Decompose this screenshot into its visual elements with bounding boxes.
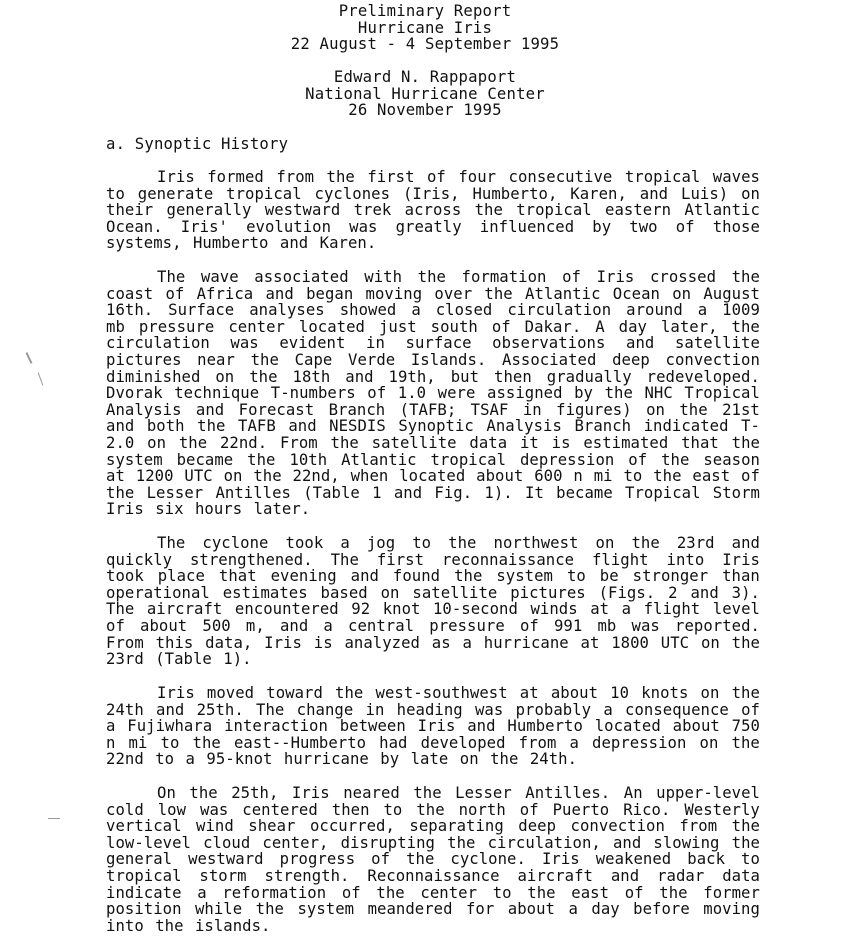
paragraph-line: From this data, Iris is analyzed as a hurricane at 1800 UTC on the <box>106 633 760 652</box>
paragraph-line: general westward progress of the cyclone. Iris weakened back to <box>106 850 760 869</box>
report-title-block <box>0 3 850 53</box>
paragraph-line: low-level cloud center, disrupting the circulation, and slowing the <box>106 833 760 852</box>
storm-dates: 22 August - 4 September 1995 <box>290 35 560 53</box>
paragraph-line: 2.0 on the 22nd. From the satellite data it is estimated that the <box>106 433 760 452</box>
paragraph-line: operational estimates based on satellite pictures (Figs. 2 and 3). <box>106 583 760 602</box>
paragraph-line: 22nd to a 95-knot hurricane by late on the 24th. <box>106 750 578 769</box>
paragraph-line: cold low was centered then to the north of Puerto Rico. Westerly <box>106 800 760 819</box>
paragraph-line: the Lesser Antilles (Table 1 and Fig. 1). It became Tropical Storm <box>106 483 760 502</box>
paragraph-line: 23rd (Table 1). <box>106 650 252 669</box>
author-block <box>0 69 850 119</box>
paragraph-line: and both the TAFB and NESDIS Synoptic Analysis Branch indicated T- <box>106 417 760 436</box>
paragraph-line: n mi to the east--Humberto had developed from a depression on the <box>106 733 760 752</box>
paragraph-4 <box>106 685 760 768</box>
paragraph-line: Ocean. Iris' evolution was greatly influenced by two of those <box>106 217 760 236</box>
paragraph-line: coast of Africa and began moving over the Atlantic Ocean on August <box>106 284 760 303</box>
paragraph-line: The aircraft encountered 92 knot 10-second winds at a flight level <box>106 600 760 619</box>
paragraph-line: The cyclone took a jog to the northwest on the 23rd and <box>157 534 760 552</box>
paragraph-line: into the islands. <box>106 916 271 935</box>
paragraph-line: system became the 10th Atlantic tropical depression of the season <box>106 450 760 469</box>
storm-name: Hurricane Iris <box>357 18 493 37</box>
paragraph-line: systems, Humberto and Karen. <box>106 234 377 253</box>
paragraph-line: 24th and 25th. The change in heading was probably a consequence of <box>106 700 760 719</box>
paragraph-line: at 1200 UTC on the 22nd, when located about 600 n mi to the east of <box>106 467 760 486</box>
scan-speck <box>48 818 60 819</box>
paragraph-line: pictures near the Cape Verde Islands. Associated deep convection <box>106 350 760 369</box>
paragraph-line: to generate tropical cyclones (Iris, Humberto, Karen, and Luis) on <box>106 184 760 203</box>
paragraph-line: their generally westward trek across the tropical eastern Atlantic <box>106 201 760 220</box>
paragraph-line: Iris six hours later. <box>106 500 311 519</box>
paragraph-line: diminished on the 18th and 19th, but then gradually redeveloped. <box>106 367 760 386</box>
report-date: 26 November 1995 <box>348 101 502 119</box>
paragraph-line: Iris moved toward the west-southwest at about 10 knots on the <box>157 684 760 702</box>
paragraph-3 <box>106 535 760 668</box>
section-heading: a. Synoptic History <box>106 135 289 153</box>
paragraph-line: position while the system meandered for about a day before moving <box>106 900 760 919</box>
scan-speck <box>38 372 44 385</box>
paragraph-line: Iris formed from the first of four consecutive tropical waves <box>157 168 760 186</box>
paragraph-line: Analysis and Forecast Branch (TAFB; TSAF in figures) on the 21st <box>106 400 760 419</box>
paragraph-line: On the 25th, Iris neared the Lesser Antilles. An upper-level <box>157 784 760 802</box>
report-title: Preliminary Report <box>338 2 512 20</box>
paragraph-line: 16th. Surface analyses showed a closed circulation around a 1009 <box>106 301 760 320</box>
paragraph-line: quickly strengthened. The first reconnaissance flight into Iris <box>106 550 760 569</box>
paragraph-line: Dvorak technique T-numbers of 1.0 were assigned by the NHC Tropical <box>106 384 760 403</box>
paragraph-line: of about 500 m, and a central pressure of 991 mb was reported. <box>106 616 760 635</box>
paragraph-5 <box>106 785 760 934</box>
paragraph-line: The wave associated with the formation of Iris crossed the <box>157 268 760 286</box>
author-organization: National Hurricane Center <box>305 84 545 103</box>
paragraph-line: indicate a reformation of the center to the east of the former <box>106 883 760 902</box>
paragraph-line: tropical storm strength. Reconnaissance aircraft and radar data <box>106 866 760 885</box>
author-name: Edward N. Rappaport <box>333 68 517 86</box>
paragraph-line: circulation was evident in surface observations and satellite <box>106 334 760 353</box>
paragraph-line: vertical wind shear occurred, separating deep convection from the <box>106 817 760 836</box>
paragraph-line: mb pressure center located just south of Dakar. A day later, the <box>106 317 760 336</box>
paragraph-1 <box>106 169 760 252</box>
paragraph-line: a Fujiwhara interaction between Iris and Humberto located about 750 <box>106 717 760 736</box>
paragraph-line: took place that evening and found the system to be stronger than <box>106 567 760 586</box>
scan-speck <box>26 352 33 364</box>
paragraph-2 <box>106 269 760 518</box>
